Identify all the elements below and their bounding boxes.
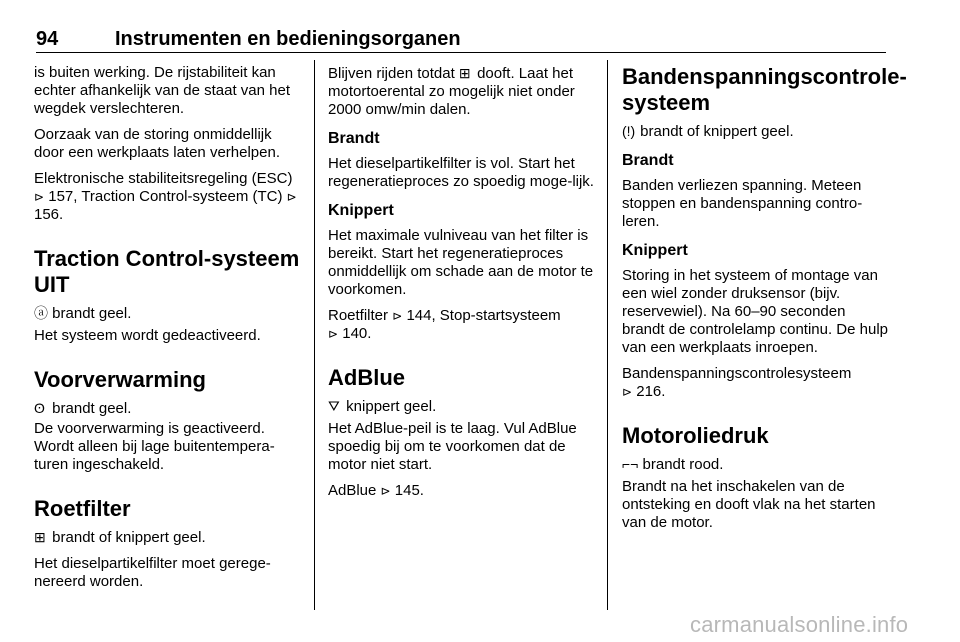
paragraph [328,64,598,119]
text: Elektronische stabiliteitsregeling (ESC) [34,170,293,187]
paragraph [622,122,888,141]
text: knippert geel. [346,398,437,415]
column-2 [328,64,598,508]
adblue-icon: ⛛ [328,398,340,414]
page-number: 94 [36,28,59,50]
traction-control-off-icon: ⓐ [34,305,48,321]
page-ref-link[interactable]: 156. [34,206,64,223]
paragraph [34,399,302,418]
paragraph [328,482,598,500]
particle-filter-icon: ⊞ [458,65,471,81]
watermark: carmanualsonline.info [690,612,909,637]
page-ref-link[interactable]: 145. [394,482,424,499]
paragraph: De voorverwarming is geactiveerd. Wordt alleen bij lage buitentempera-turen ingeschakeld. [34,420,275,473]
tire-pressure-icon: (!) [622,123,636,139]
page-ref-arrow-icon: ⊳ [328,327,339,341]
text: brandt of knippert geel. [52,529,206,546]
text: dooft. Laat het motortoerental zo mogelijk niet onder 2000 omw/min dalen. [328,65,575,118]
chapter-title: Instrumenten en bedieningsorganen [115,28,461,50]
page-ref-link[interactable]: 140. [342,325,372,342]
page-ref-link[interactable]: 144, Stop-startsysteem [406,307,561,324]
section-title: AdBlue [328,365,405,390]
section-title: Traction Control-systeem UIT [34,246,300,297]
column-divider [314,60,315,610]
text: Roetfilter [328,307,389,324]
page-ref-link[interactable]: 157, Traction Control-systeem (TC) [48,188,283,205]
page-ref-arrow-icon: ⊳ [622,385,633,399]
text: brandt rood. [642,456,724,473]
text: Blijven rijden totdat [328,65,455,82]
paragraph [622,365,888,401]
particle-filter-icon: ⊞ [34,529,46,545]
column-1 [34,64,302,599]
section-title: Bandenspanningscontrole-systeem [622,64,907,115]
subsection-title: Brandt [622,152,674,169]
text: brandt geel. [52,305,132,322]
column-3 [622,64,907,540]
section-title: Roetfilter [34,496,131,521]
page-ref-link[interactable]: 216. [636,383,666,400]
subsection-title: Brandt [328,130,380,147]
paragraph: is buiten werking. De rijstabiliteit kan echter afhankelijk van de staat van het wegdek verslechteren. [34,64,290,117]
oil-pressure-icon: ⌐¬ [622,456,639,472]
preheating-icon: ʘ [34,400,45,416]
page-ref-arrow-icon: ⊳ [380,484,391,498]
subsection-title: Knippert [622,242,688,259]
section-title: Voorverwarming [34,367,206,392]
page-header [36,28,886,53]
page-ref-arrow-icon: ⊳ [286,190,297,204]
paragraph: Het systeem wordt gedeactiveerd. [34,327,261,344]
paragraph: Het AdBlue-peil is te laag. Vul AdBlue spoedig bij om te voorkomen dat de motor niet start. [328,420,577,473]
subsection-title: Knippert [328,202,394,219]
page-ref-arrow-icon: ⊳ [34,190,45,204]
paragraph: Brandt na het inschakelen van de ontsteking en dooft vlak na het starten van de motor. [622,478,876,531]
paragraph [34,170,302,224]
column-divider [607,60,608,610]
paragraph: Storing in het systeem of montage van een wiel zonder druksensor (bijv. reservewiel). Na 60–90 seconden brandt de controlelamp continu. De hulp van een werkplaats inroepen. [622,267,889,356]
paragraph: Banden verliezen spanning. Meteen stoppen en bandenspanning contro-leren. [622,177,863,230]
section-title: Motoroliedruk [622,423,769,448]
text: Bandenspanningscontrolesysteem [622,365,852,382]
paragraph [328,397,598,416]
text: brandt geel. [52,400,132,417]
paragraph [622,455,888,474]
paragraph [34,528,302,547]
paragraph: Het dieselpartikelfilter moet gerege-nereerd worden. [34,555,271,590]
page-ref-arrow-icon: ⊳ [392,309,403,323]
paragraph [328,307,598,343]
text: AdBlue [328,482,377,499]
paragraph: Het maximale vulniveau van het filter is bereikt. Start het regeneratieproces onmiddellijk om schade aan de motor te voorkomen. [328,227,594,298]
paragraph: Oorzaak van de storing onmiddellijk door een werkplaats laten verhelpen. [34,126,280,161]
text: brandt of knippert geel. [640,123,794,140]
paragraph [34,304,302,323]
paragraph: Het dieselpartikelfilter is vol. Start het regeneratieproces zo spoedig moge-lijk. [328,155,594,190]
